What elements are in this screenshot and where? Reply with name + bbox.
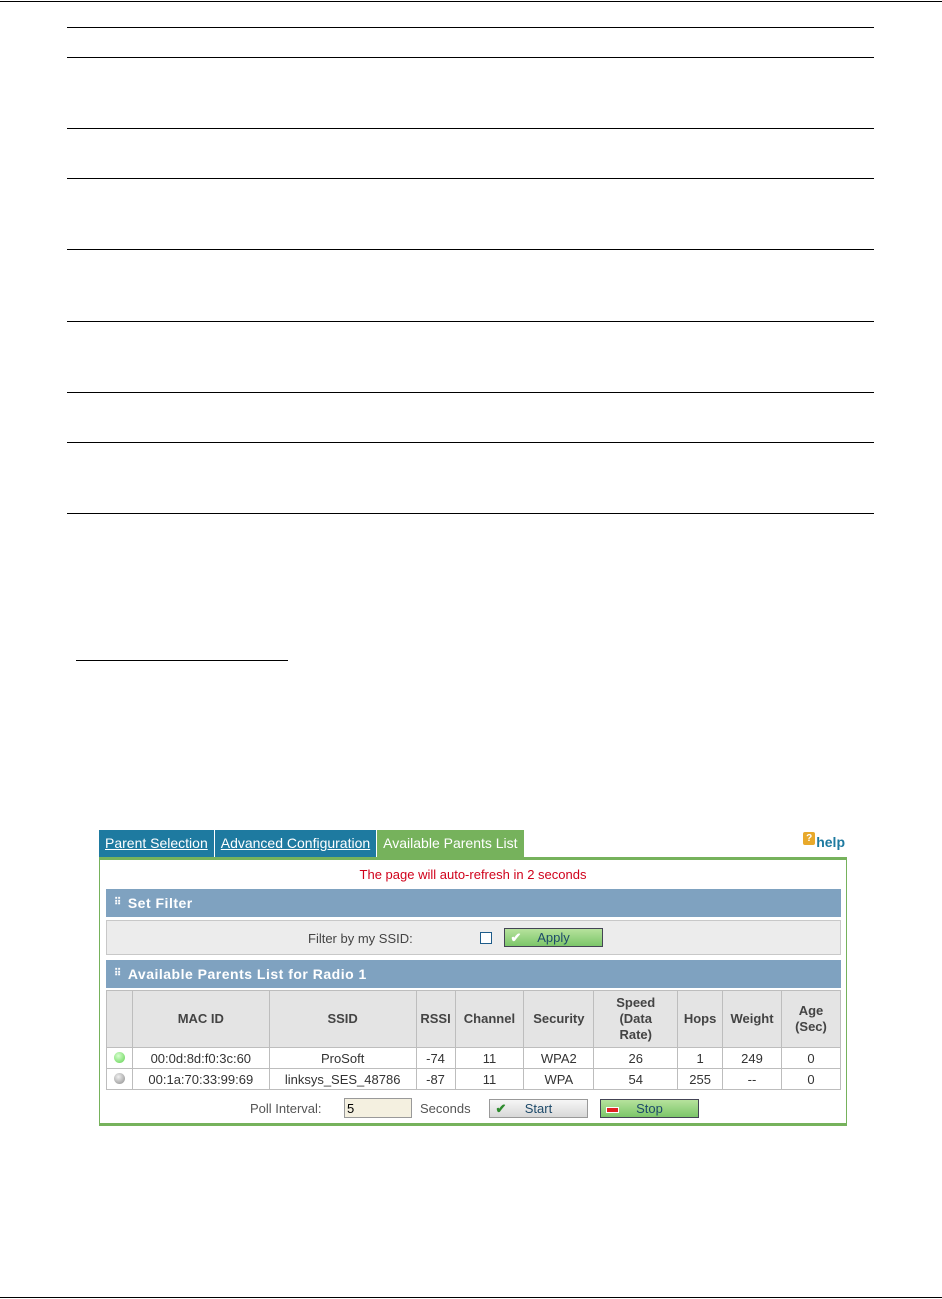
stop-button[interactable] [600, 1099, 699, 1118]
grip-icon: ⠿ [114, 968, 122, 979]
weight-cell: 249 [723, 1048, 782, 1069]
content-panel [99, 857, 847, 1126]
status-cell [107, 1048, 133, 1069]
stop-icon [601, 1101, 623, 1116]
tab-bar [99, 830, 524, 857]
table-rule [67, 57, 874, 58]
apply-label: Apply [537, 930, 570, 945]
column-header-weight: Weight [723, 991, 782, 1048]
table-rule [67, 513, 874, 514]
poll-interval-row [100, 1098, 846, 1120]
weight-cell: -- [723, 1069, 782, 1090]
table-rule [67, 249, 874, 250]
ssid-cell: ProSoft [269, 1048, 416, 1069]
help-label: help [816, 834, 845, 850]
start-label: Start [524, 1101, 553, 1116]
column-header-speed: Speed (Data Rate) [594, 991, 678, 1048]
poll-interval-unit: Seconds [420, 1101, 471, 1116]
check-icon: ✔ [510, 929, 522, 945]
set-filter-title: Set Filter [127, 895, 193, 911]
column-header-age: Age (Sec) [781, 991, 840, 1048]
column-header-security: Security [524, 991, 594, 1048]
mac-cell: 00:1a:70:33:99:69 [132, 1069, 269, 1090]
table-rule [67, 321, 874, 322]
tab-parent-selection[interactable]: Parent Selection [99, 830, 215, 857]
connected-status-icon [114, 1052, 125, 1063]
column-header-ssid: SSID [269, 991, 416, 1048]
table-rule [67, 128, 874, 129]
column-header-rssi: RSSI [416, 991, 455, 1048]
set-filter-header [106, 889, 841, 917]
table-row[interactable] [107, 1069, 841, 1090]
table-header-row [107, 991, 841, 1048]
age-cell: 0 [781, 1048, 840, 1069]
rssi-cell: -87 [416, 1069, 455, 1090]
page-bottom-border [0, 1297, 942, 1298]
filter-ssid-checkbox[interactable] [480, 932, 492, 944]
filter-row [106, 920, 841, 955]
table-rule [67, 27, 874, 28]
stop-label: Stop [636, 1101, 663, 1116]
speed-cell: 26 [594, 1048, 678, 1069]
start-button[interactable] [489, 1099, 588, 1118]
section-heading-underline [76, 660, 288, 661]
parents-list-title: Available Parents List for Radio 1 [127, 966, 367, 982]
hops-cell: 255 [678, 1069, 723, 1090]
tab-advanced-configuration[interactable]: Advanced Configuration [215, 830, 377, 857]
parents-list-header [106, 960, 841, 988]
tab-available-parents-list[interactable]: Available Parents List [377, 830, 523, 857]
check-icon: ✔ [495, 1100, 507, 1116]
security-cell: WPA [524, 1069, 594, 1090]
grip-icon: ⠿ [114, 897, 122, 908]
table-rule [67, 392, 874, 393]
column-header-mac-id: MAC ID [132, 991, 269, 1048]
mac-cell: 00:0d:8d:f0:3c:60 [132, 1048, 269, 1069]
available-parents-app [99, 830, 847, 1126]
help-link[interactable] [803, 834, 845, 850]
column-header-channel: Channel [455, 991, 524, 1048]
rssi-cell: -74 [416, 1048, 455, 1069]
security-cell: WPA2 [524, 1048, 594, 1069]
poll-interval-input[interactable] [344, 1098, 412, 1118]
ssid-cell: linksys_SES_48786 [269, 1069, 416, 1090]
apply-button[interactable] [504, 928, 603, 947]
age-cell: 0 [781, 1069, 840, 1090]
speed-cell: 54 [594, 1069, 678, 1090]
channel-cell: 11 [455, 1048, 524, 1069]
help-icon: ? [803, 832, 815, 845]
table-rule [67, 442, 874, 443]
channel-cell: 11 [455, 1069, 524, 1090]
hops-cell: 1 [678, 1048, 723, 1069]
page-top-border [0, 1, 942, 2]
column-header-status [107, 991, 133, 1048]
status-cell [107, 1069, 133, 1090]
table-row[interactable] [107, 1048, 841, 1069]
filter-label: Filter by my SSID: [308, 931, 413, 946]
column-header-hops: Hops [678, 991, 723, 1048]
auto-refresh-notice: The page will auto-refresh in 2 seconds [359, 867, 587, 882]
available-status-icon [114, 1073, 125, 1084]
parents-table [106, 990, 841, 1090]
table-rule [67, 178, 874, 179]
poll-interval-label: Poll Interval: [250, 1101, 322, 1116]
